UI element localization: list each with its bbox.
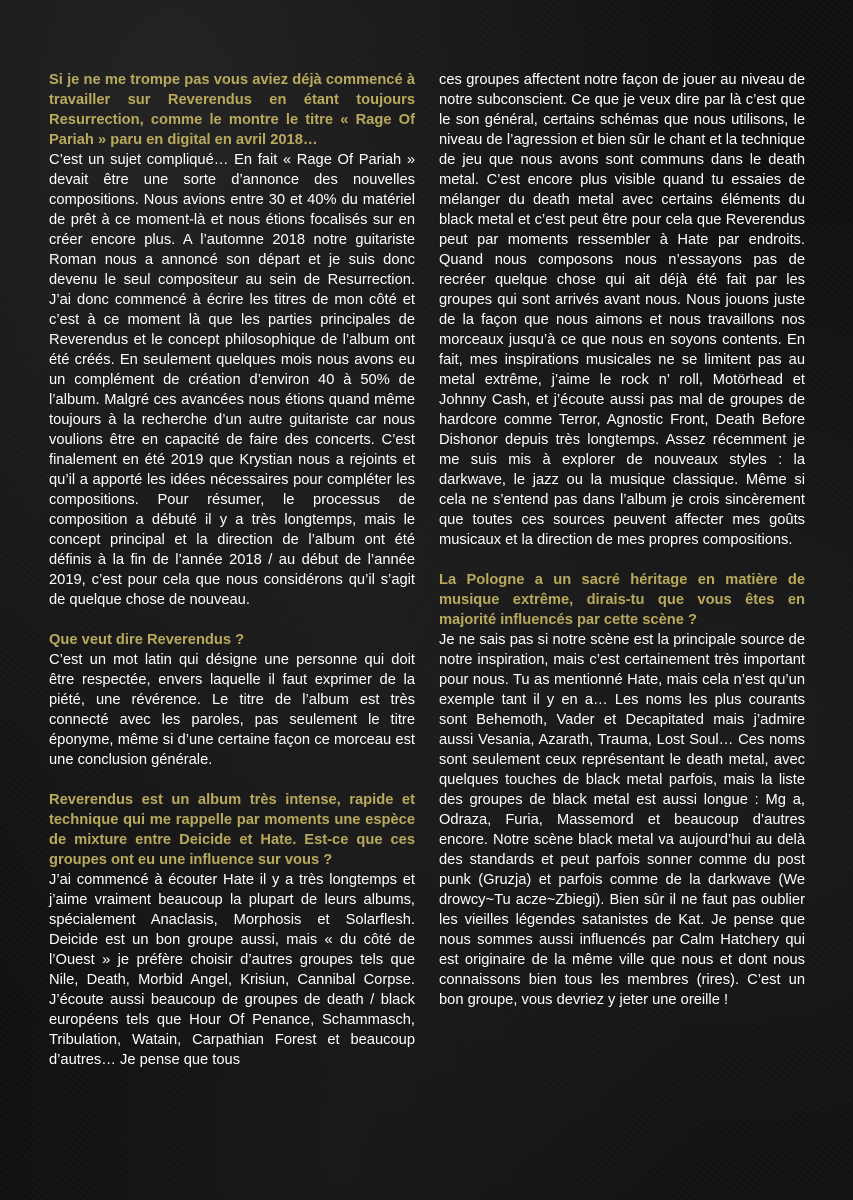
left-column (49, 70, 415, 1070)
answer-influences: J’ai commencé à écouter Hate il y a très longtemps et j’aime vraiment beaucoup la plupart de leurs albums, spécialement Anaclasis, Morphosis et Solarflesh. Deicide est un bon groupe aussi, mais « du côté de l’Ouest » je préfère choisir d’autres groupes tels que Nile, Death, Morbid Angel, Krisiun, Cannibal Corpse. J’écoute aussi beaucoup de groupes de death / black européens tels que Hour Of Penance, Schammasch, Tribulation, Watain, Carpathian Forest et beaucoup d’autres… Je pense que tous (49, 872, 415, 1068)
question-rage-of-pariah: Si je ne me trompe pas vous aviez déjà commencé à travailler sur Reverendus en étant toujours Resurrection, comme le montre le titre « Rage Of Pariah » paru en digital en avril 2018… (49, 72, 415, 148)
question-reverendus-meaning: Que veut dire Reverendus ? (49, 632, 245, 648)
answer-influences-continued: ces groupes affectent notre façon de jouer au niveau de notre subconscient. Ce que je veux dire par là c’est que le son général, certains schémas que nous utilisons, le niveau de l’agression et bien sûr le chant et la technique de jeu que nous avons sont communs dans le death metal. C’est encore plus visible quand tu essaies de mélanger du death metal avec certains éléments du black metal et c’est peut être pour cela que Reverendus peut par moments ressembler à Hate par endroits. Quand nous composons nous n’essayons pas de recréer quelque chose qui ait déjà été fait par les groupes qui sont arrivés avant nous. Nous jouons juste de la façon que nous aimons et nous travaillons nos morceaux jusqu’à ce que nous en soyons contents. En fait, mes inspirations musicales ne se limitent pas au metal extrême, j’aime le rock n’ roll, Motörhead et Johnny Cash, et j’écoute aussi pas mal de groupes de hardcore comme Terror, Agnostic Front, Death Before Dishonor depuis très longtemps. Assez récemment je me suis mis à explorer de nouveaux styles : la darkwave, le jazz ou la musique classique. Même si cela ne s’entend pas dans l’album je crois sincèrement que toutes ces sources peuvent affecter mes goûts musicaux et la direction de mes propres compositions. (439, 72, 805, 548)
paragraph-gap (49, 770, 415, 790)
right-column (439, 70, 805, 1010)
answer-reverendus-meaning: C’est un mot latin qui désigne une personne qui doit être respectée, envers laquelle il faut exprimer de la piété, une révérence. Le titre de l’album est très connecté avec les paroles, pas seulement le titre éponyme, même si d’une certaine façon ce morceau est une conclusion générale. (49, 652, 415, 768)
paragraph-gap (439, 550, 805, 570)
question-influences: Reverendus est un album très intense, rapide et technique qui me rappelle par moments une espèce de mixture entre Deicide et Hate. Est-ce que ces groupes ont eu une influence sur vous ? (49, 792, 415, 868)
answer-polish-scene: Je ne sais pas si notre scène est la principale source de notre inspiration, mais c’est certainement très important pour nous. Tu as mentionné Hate, mais cela n’est qu’un exemple tant il y en a… Les noms les plus courants sont Behemoth, Vader et Decapitated mais j’admire aussi Vesania, Azarath, Trauma, Lost Soul… Ces noms sont seulement ceux représentant le death metal, avec quelques touches de black metal parfois, mais la liste des groupes de black metal est aussi longue : Mg a, Odraza, Furia, Massemord et beaucoup d’autres encore. Notre scène black metal va aujourd’hui au delà des standards et peut parfois sonner comme du post punk (Gruzja) et parfois comme de la darkwave (We drowcy~Tu acze~Zbiegi). Bien sûr il ne faut pas oublier les vieilles légendes satanistes de Kat. Je pense que nous sommes aussi influencés par Calm Hatchery qui est originaire de la même ville que nous et dont nous connaissons bien tous les membres (rires). C’est un bon groupe, vous devriez y jeter une oreille ! (439, 632, 805, 1008)
question-polish-scene: La Pologne a un sacré héritage en matière de musique extrême, dirais-tu que vous êtes en majorité influencés par cette scène ? (439, 572, 805, 628)
paragraph-gap (49, 610, 415, 630)
answer-rage-of-pariah: C’est un sujet compliqué… En fait « Rage Of Pariah » devait être une sorte d’annonce des nouvelles compositions. Nous avions entre 30 et 40% du matériel de prêt à ce moment-là et nous étions focalisés sur en créer encore plus. A l’automne 2018 notre guitariste Roman nous a annoncé son départ et je suis donc devenu le seul compositeur au sein de Resurrection. J’ai donc commencé à écrire les titres de mon côté et c’est à ce moment là que les parties principales de Reverendus et le concept philosophique de l’album ont été créés. En seulement quelques mois nous avons eu un complément de création d’environ 40 à 50% de l’album. Malgré ces avancées nous étions quand même toujours à la recherche d’un autre guitariste car nous voulions être en capacité de faire des concerts. C’est finalement en été 2019 que Krystian nous a rejoints et qu’il a apporté les idées nécessaires pour compléter les compositions. Pour résumer, le processus de composition a débuté il y a très longtemps, mais le concept principal et la direction de l’album ont été définis à la fin de l’année 2018 / au début de l’année 2019, c’est pour cela que nous considérons qu’il s’agit de quelque chose de nouveau. (49, 152, 415, 608)
